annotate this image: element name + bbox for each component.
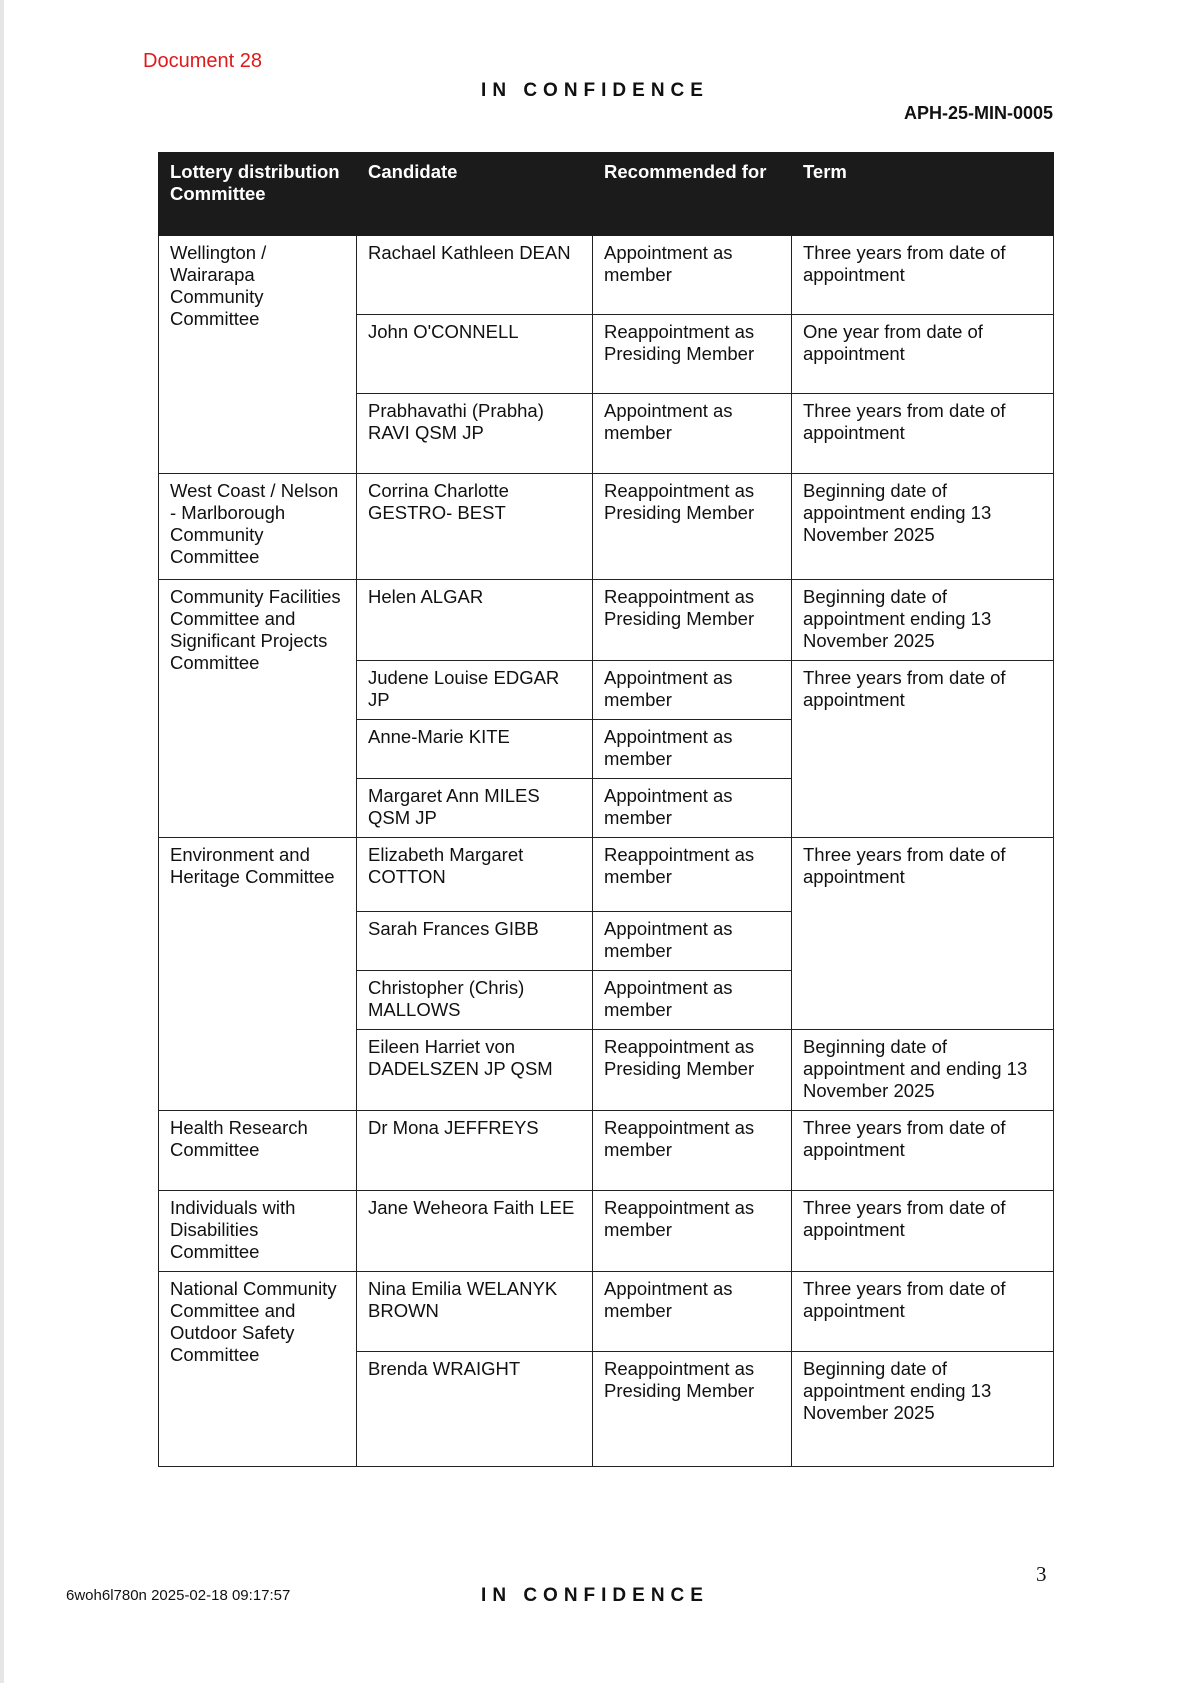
candidate-cell: Prabhavathi (Prabha) RAVI QSM JP — [357, 394, 593, 474]
term-cell: Three years from date of appointment — [792, 661, 1054, 838]
candidate-cell: Helen ALGAR — [357, 580, 593, 661]
committee-cell: Wellington / Wairarapa Community Committee — [159, 236, 357, 474]
classification-header: IN CONFIDENCE — [481, 80, 709, 101]
term-cell: Beginning date of appointment ending 13 November 2025 — [792, 474, 1054, 580]
recommended-cell: Reappointment as member — [593, 1111, 792, 1191]
candidate-cell: Christopher (Chris) MALLOWS — [357, 971, 593, 1030]
recommended-cell: Reappointment as Presiding Member — [593, 1030, 792, 1111]
candidate-cell: Corrina Charlotte GESTRO- BEST — [357, 474, 593, 580]
term-cell: Three years from date of appointment — [792, 838, 1054, 1030]
table-row — [159, 580, 1054, 661]
table-header-row — [159, 153, 1054, 236]
candidate-cell: Dr Mona JEFFREYS — [357, 1111, 593, 1191]
page-number: 3 — [1036, 1562, 1047, 1586]
recommended-cell: Appointment as member — [593, 394, 792, 474]
classification-footer: IN CONFIDENCE — [481, 1585, 709, 1606]
document-label: Document 28 — [143, 50, 262, 72]
committee-cell: Environment and Heritage Committee — [159, 838, 357, 1111]
candidate-cell: Eileen Harriet von DADELSZEN JP QSM — [357, 1030, 593, 1111]
term-cell: One year from date of appointment — [792, 315, 1054, 394]
term-cell: Three years from date of appointment — [792, 1272, 1054, 1352]
recommended-cell: Reappointment as Presiding Member — [593, 1352, 792, 1467]
candidate-cell: Elizabeth Margaret COTTON — [357, 838, 593, 912]
committee-cell: West Coast / Nelson - Marlborough Community Committee — [159, 474, 357, 580]
table-row — [159, 236, 1054, 315]
column-header-recommended-for: Recommended for — [593, 153, 792, 236]
committee-cell: National Community Committee and Outdoor Safety Committee — [159, 1272, 357, 1467]
table-row — [159, 474, 1054, 580]
recommended-cell: Appointment as member — [593, 720, 792, 779]
term-cell: Beginning date of appointment ending 13 November 2025 — [792, 1352, 1054, 1467]
table-row — [159, 838, 1054, 912]
recommended-cell: Appointment as member — [593, 912, 792, 971]
term-cell: Three years from date of appointment — [792, 1191, 1054, 1272]
recommended-cell: Appointment as member — [593, 1272, 792, 1352]
recommended-cell: Reappointment as Presiding Member — [593, 474, 792, 580]
column-header-candidate: Candidate — [357, 153, 593, 236]
recommended-cell: Appointment as member — [593, 779, 792, 838]
footer-document-id: 6woh6l780n 2025-02-18 09:17:57 — [66, 1587, 291, 1604]
recommended-cell: Reappointment as member — [593, 838, 792, 912]
candidate-cell: Judene Louise EDGAR JP — [357, 661, 593, 720]
candidate-cell: Margaret Ann MILES QSM JP — [357, 779, 593, 838]
term-cell: Beginning date of appointment ending 13 November 2025 — [792, 580, 1054, 661]
appointments-table — [158, 152, 1054, 1467]
candidate-cell: Sarah Frances GIBB — [357, 912, 593, 971]
column-header-term: Term — [792, 153, 1054, 236]
recommended-cell: Reappointment as member — [593, 1191, 792, 1272]
committee-cell: Community Facilities Committee and Significant Projects Committee — [159, 580, 357, 838]
term-cell: Beginning date of appointment and ending 13 November 2025 — [792, 1030, 1054, 1111]
term-cell: Three years from date of appointment — [792, 236, 1054, 315]
candidate-cell: Anne-Marie KITE — [357, 720, 593, 779]
table-row — [159, 1191, 1054, 1272]
committee-cell: Individuals with Disabilities Committee — [159, 1191, 357, 1272]
committee-cell: Health Research Committee — [159, 1111, 357, 1191]
column-header-committee: Lottery distribution Committee — [159, 153, 357, 236]
candidate-cell: Brenda WRAIGHT — [357, 1352, 593, 1467]
candidate-cell: Rachael Kathleen DEAN — [357, 236, 593, 315]
page-edge — [0, 0, 4, 1683]
recommended-cell: Appointment as member — [593, 661, 792, 720]
recommended-cell: Appointment as member — [593, 236, 792, 315]
table-row — [159, 1272, 1054, 1352]
table-row — [159, 1111, 1054, 1191]
term-cell: Three years from date of appointment — [792, 394, 1054, 474]
candidate-cell: Jane Weheora Faith LEE — [357, 1191, 593, 1272]
term-cell: Three years from date of appointment — [792, 1111, 1054, 1191]
candidate-cell: John O'CONNELL — [357, 315, 593, 394]
candidate-cell: Nina Emilia WELANYK BROWN — [357, 1272, 593, 1352]
reference-number: APH-25-MIN-0005 — [903, 103, 1053, 123]
recommended-cell: Reappointment as Presiding Member — [593, 315, 792, 394]
recommended-cell: Reappointment as Presiding Member — [593, 580, 792, 661]
recommended-cell: Appointment as member — [593, 971, 792, 1030]
